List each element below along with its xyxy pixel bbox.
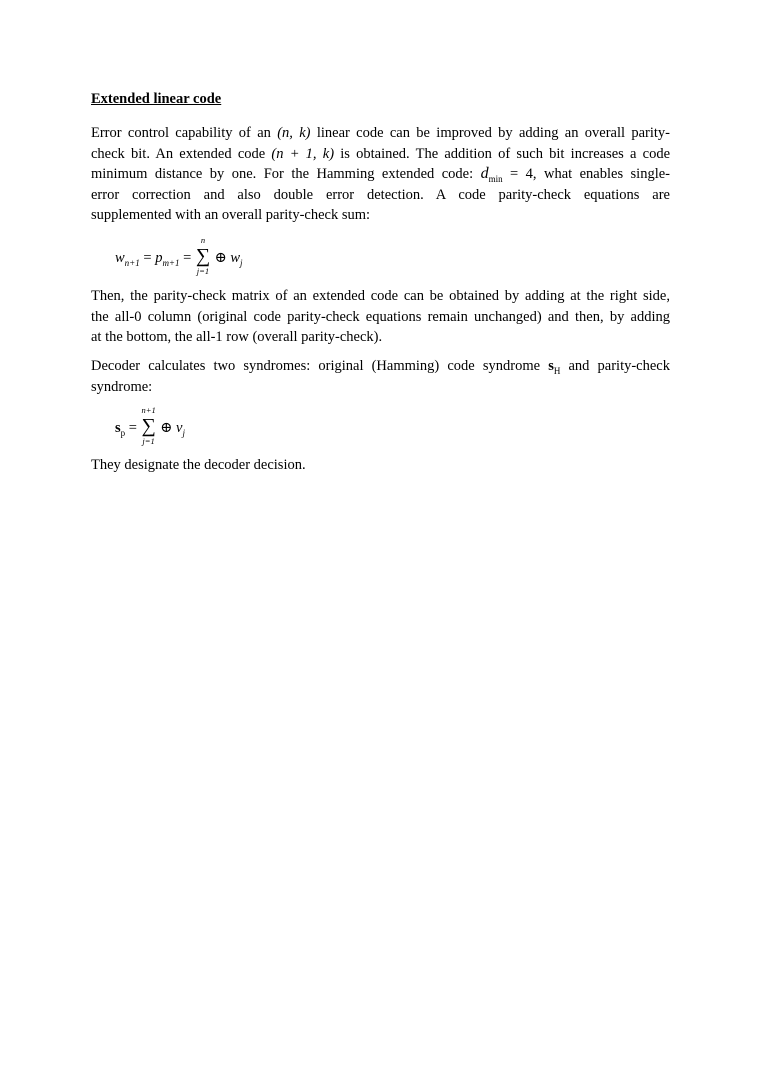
paragraph-matrix <box>91 286 670 348</box>
text-run: Decoder calculates two syndromes: original (Hamming) code syndrome <box>91 358 541 374</box>
text-run: , what enables single- <box>532 166 670 182</box>
summation-symbol <box>195 235 211 276</box>
math-p: p <box>155 250 163 266</box>
sum-lower-limit: j=1 <box>196 266 210 276</box>
math-n1k: (n + 1, k) <box>271 145 335 162</box>
text-run: is obtained. The addition of such bit increases a code <box>340 145 671 162</box>
intro-line-5: supplemented with an overall parity-check sum: <box>91 207 371 223</box>
paragraph-conclusion <box>91 455 670 476</box>
summation-symbol <box>141 405 157 446</box>
xor-operator: ⊕ <box>160 420 173 436</box>
sum-upper-limit: n <box>200 235 206 245</box>
math-p-sub: m+1 <box>162 258 180 268</box>
math-d: d <box>480 165 489 182</box>
sum-lower-limit: j=1 <box>142 436 155 446</box>
math-equals: = <box>143 250 152 266</box>
math-w-sub: n+1 <box>124 258 140 268</box>
math-eq4: = 4 <box>510 166 533 182</box>
math-v: v <box>176 420 183 436</box>
text-run: minimum distance by one. For the Hamming extended code: <box>91 166 474 182</box>
matrix-line-2: the all-0 column (original code parity-check equations remain unchanged) and then, by adding <box>91 308 670 325</box>
math-w: w <box>115 250 125 266</box>
math-s-bold: s <box>115 420 121 436</box>
math-j-sub: j <box>182 428 185 438</box>
matrix-line-3: at the bottom, the all-1 row (overall parity-check). <box>91 329 383 345</box>
math-p-sub: p <box>120 428 126 438</box>
decoder-line-2: syndrome: <box>91 378 153 395</box>
equation-parity-syndrome <box>115 405 185 446</box>
section-heading: Extended linear code <box>91 91 222 107</box>
math-nk: (n, k) <box>277 125 311 141</box>
math-sH <box>548 358 560 374</box>
math-j-sub: j <box>240 258 243 268</box>
intro-line-4: error correction and also double error detection. A code parity-check equations are <box>91 186 670 203</box>
sigma-icon: ∑ <box>141 415 156 437</box>
decoder-line-1 <box>91 356 670 377</box>
text-run: and parity-check <box>568 358 670 374</box>
matrix-line-1: Then, the parity-check matrix of an extended code can be obtained by adding at the right side, <box>91 288 670 304</box>
text-run: Error control capability of an <box>91 125 271 141</box>
paragraph-decoder <box>91 356 670 397</box>
math-s-bold: s <box>548 358 554 374</box>
intro-line-2 <box>91 144 670 165</box>
intro-line-3 <box>91 164 670 185</box>
equation-overall-parity <box>115 235 243 276</box>
text-run: check bit. An extended code <box>91 145 266 162</box>
text-run: linear code can be improved by adding an overall parity- <box>316 125 671 141</box>
math-equals: = <box>128 420 137 436</box>
sigma-icon: ∑ <box>195 245 211 267</box>
sum-upper-limit: n+1 <box>141 405 156 415</box>
intro-line-1 <box>91 123 670 144</box>
math-min-sub: min <box>488 174 503 184</box>
math-w: w <box>230 250 241 266</box>
conclusion-line: They designate the decoder decision. <box>91 457 306 473</box>
math-H-sub: H <box>553 366 561 376</box>
xor-operator: ⊕ <box>214 250 227 266</box>
math-equals: = <box>183 250 192 266</box>
math-dmin <box>481 166 533 182</box>
paragraph-intro <box>91 123 670 226</box>
